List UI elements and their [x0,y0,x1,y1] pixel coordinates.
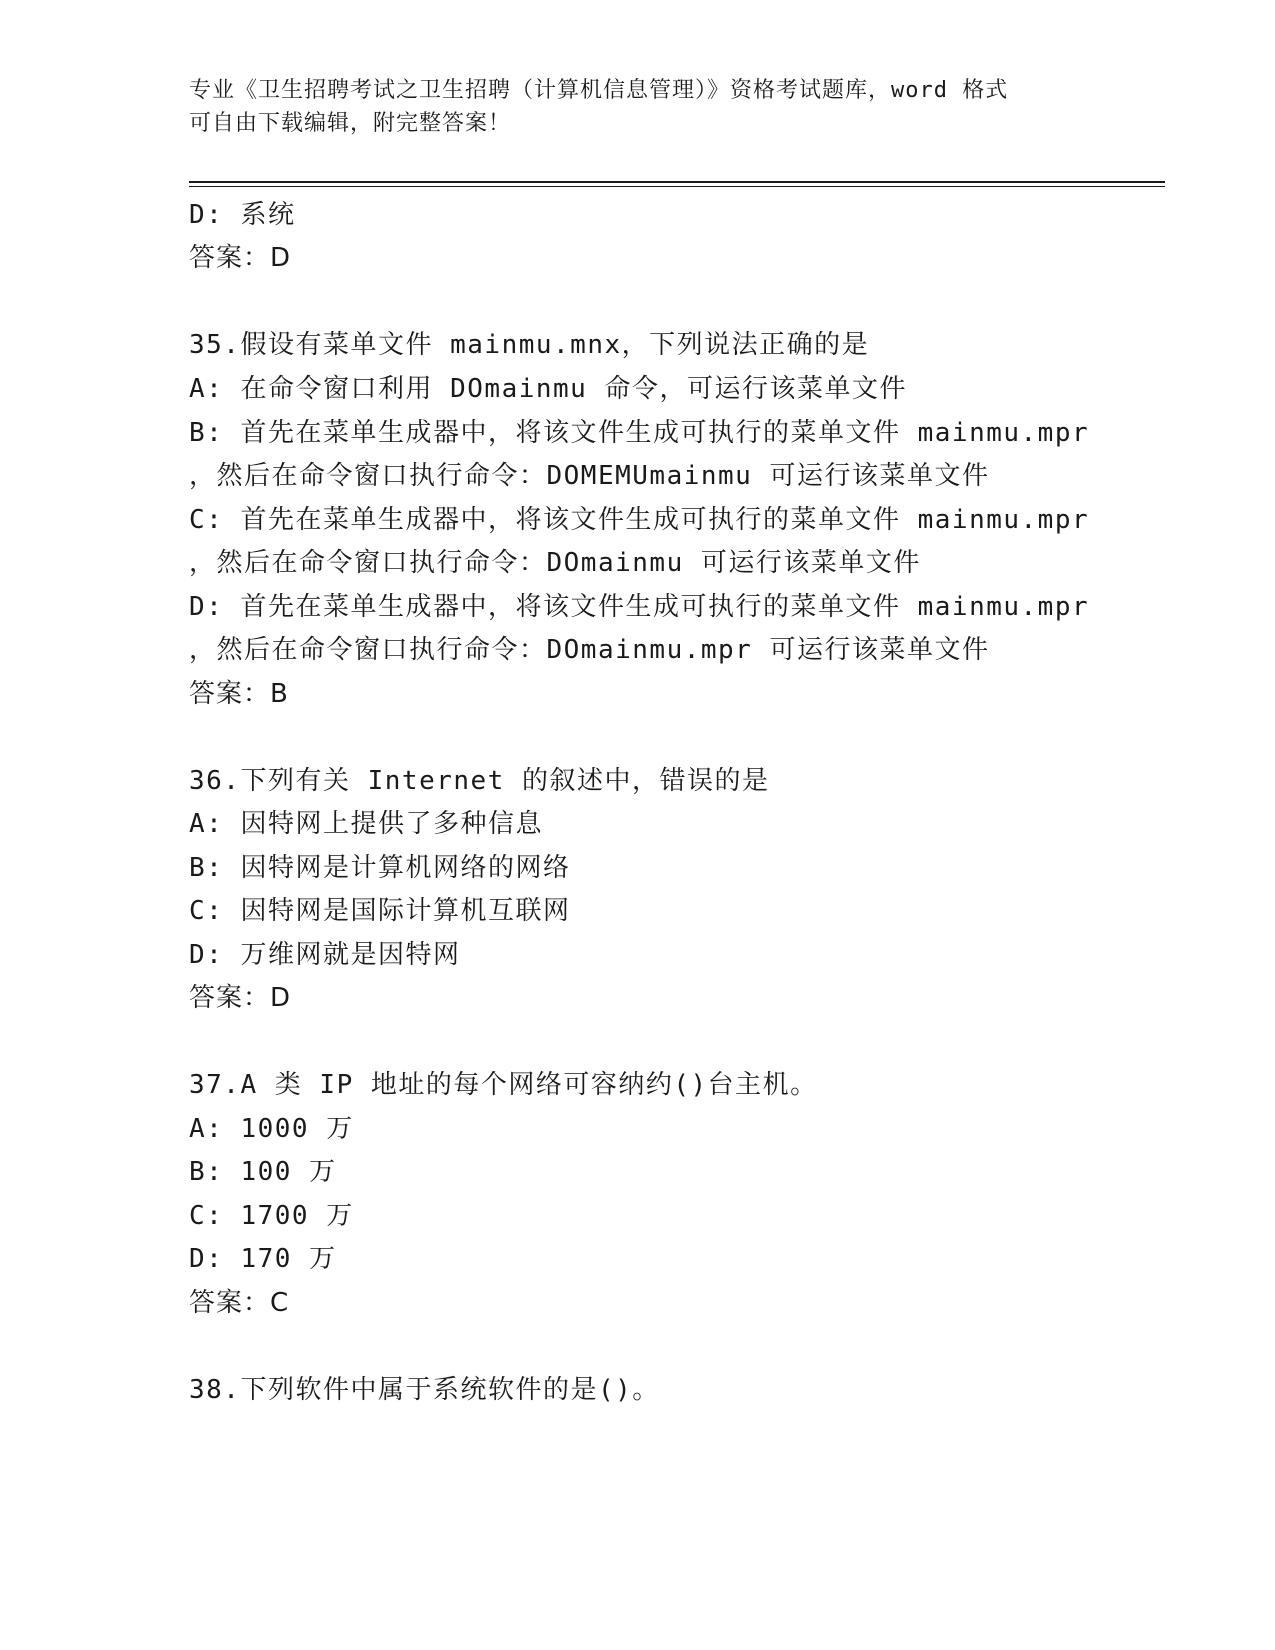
q36-option-a: A: 因特网上提供了多种信息 [189,809,543,839]
q37-option-d: D: 170 万 [189,1244,337,1274]
q37-question: 37.A 类 IP 地址的每个网络可容纳约()台主机。 [189,1070,818,1100]
q35-option-c-line2: ，然后在命令窗口执行命令：DOmainmu 可运行该菜单文件 [189,548,921,578]
document-header [189,74,1089,140]
q35-option-c-line1: C: 首先在菜单生成器中，将该文件生成可执行的菜单文件 mainmu.mpr [189,505,1090,535]
q37-option-b: B: 100 万 [189,1157,337,1187]
q36-option-b: B: 因特网是计算机网络的网络 [189,853,571,883]
prev-option-d: D: 系统 [189,200,296,230]
q36-option-c: C: 因特网是国际计算机互联网 [189,896,571,926]
q36-option-d: D: 万维网就是因特网 [189,940,461,970]
q35-option-d-line1: D: 首先在菜单生成器中，将该文件生成可执行的菜单文件 mainmu.mpr [189,592,1090,622]
q35-question: 35.假设有菜单文件 mainmu.mnx，下列说法正确的是 [189,330,870,360]
q37-option-a: A: 1000 万 [189,1114,354,1144]
header-divider-thick [189,181,1165,183]
q35-answer: 答案：B [189,679,289,709]
header-line-1: 专业《卫生招聘考试之卫生招聘（计算机信息管理）》资格考试题库，word 格式 [189,78,1009,103]
q35-option-b-line1: B: 首先在菜单生成器中，将该文件生成可执行的菜单文件 mainmu.mpr [189,418,1090,448]
q35-option-d-line2: ，然后在命令窗口执行命令：DOmainmu.mpr 可运行该菜单文件 [189,635,990,665]
q35-option-b-line2: ，然后在命令窗口执行命令：DOMEMUmainmu 可运行该菜单文件 [189,461,990,491]
q37-option-c: C: 1700 万 [189,1201,354,1231]
header-divider-thin [189,186,1165,187]
prev-answer: 答案：D [189,243,292,273]
q38-question: 38.下列软件中属于系统软件的是()。 [189,1375,660,1405]
q36-question: 36.下列有关 Internet 的叙述中，错误的是 [189,766,770,796]
header-line-2: 可自由下载编辑，附完整答案！ [189,111,512,136]
q35-option-a: A: 在命令窗口利用 DOmainmu 命令，可运行该菜单文件 [189,374,907,404]
q37-answer: 答案：C [189,1288,290,1318]
q36-answer: 答案：D [189,983,292,1013]
